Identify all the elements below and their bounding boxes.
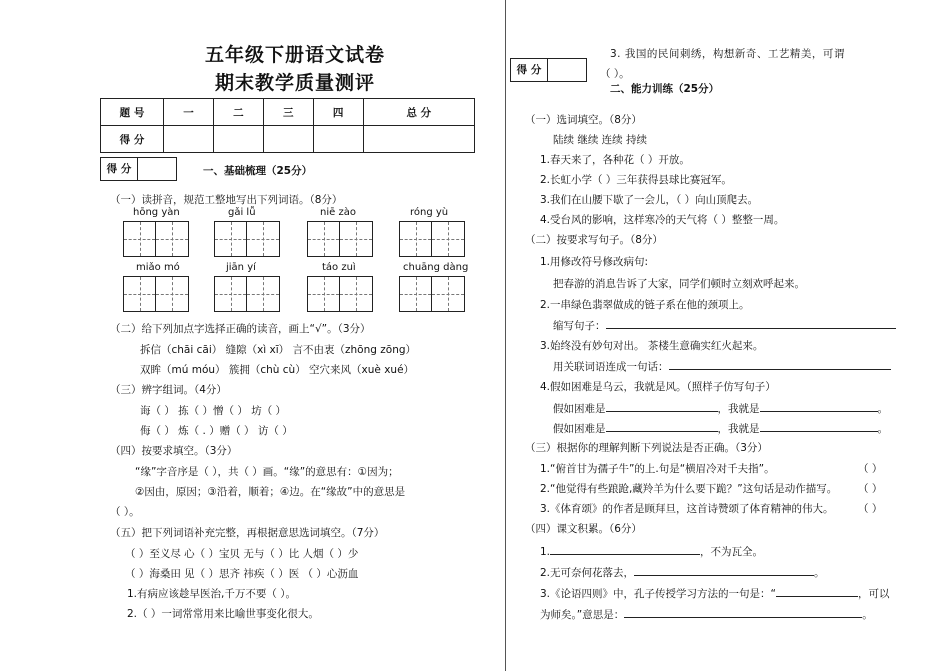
answer-line[interactable]: [606, 317, 896, 329]
q4-line: “缘”字音序是（ ），共（ ）画。“缘”的意思有：①因为；: [135, 466, 399, 478]
r2-item: [553, 420, 888, 436]
r4-item: [540, 564, 825, 580]
q3-line: 诲（ ） 拣（ ）憎（ ） 坊（ ）: [140, 405, 287, 417]
r3-item: 1.“俯首甘为孺子牛”的上.句是“横眉冷对千夫指”。: [540, 463, 775, 475]
r4-prompt: （四）课文积累。（6分）: [525, 523, 642, 535]
score-table-header: 二: [213, 99, 263, 126]
writing-grid[interactable]: [123, 221, 189, 257]
q4-prompt: （四）按要求填空。（3分）: [110, 445, 238, 457]
writing-grid[interactable]: [214, 221, 280, 257]
r4-item: [540, 585, 889, 601]
pinyin: niē zào: [320, 207, 356, 218]
r2-item: [553, 400, 888, 416]
answer-line[interactable]: [606, 420, 718, 432]
q2-prompt: （二）给下列加点字选择正确的读音，画上“√”。（3分）: [110, 323, 371, 335]
answer-line[interactable]: [776, 585, 858, 597]
r2-label: 假如困难是: [553, 403, 606, 415]
pinyin: miǎo mó: [136, 262, 180, 273]
section2-title: 二、能力训练（25分）: [610, 83, 720, 95]
writing-grid[interactable]: [399, 276, 465, 312]
r4-label: 。: [814, 567, 825, 579]
r2-item: 2.一串绿色翡翠做成的链子系在他的颈项上。: [540, 299, 750, 311]
q5-line: （ ）。: [600, 68, 630, 80]
score-table-header: 四: [313, 99, 363, 126]
score-table: [100, 98, 475, 153]
r2-item: 1.用修改符号修改病句:: [540, 256, 649, 268]
writing-grid[interactable]: [399, 221, 465, 257]
writing-grid[interactable]: [123, 276, 189, 312]
page-divider: [505, 0, 506, 671]
answer-line[interactable]: [760, 400, 878, 412]
writing-grid[interactable]: [307, 221, 373, 257]
r1-item: 2.长虹小学（ ）三年获得县球比赛冠军。: [540, 174, 732, 186]
q4-line: ②因由，原因；③沿着，顺着；④边。在“缘故”中的意思是: [135, 486, 406, 498]
q5-line: 1.有病应该趁早医治,千万不要（ ）。: [127, 588, 296, 600]
q5-line: 2.（ ）一词常常用来比喻世事变化很大。: [127, 608, 319, 620]
pinyin: hōng yàn: [133, 207, 180, 218]
r2-item: 3.始终没有妙句对出。 茶楼生意确实红火起来。: [540, 340, 764, 352]
q4-line: （ ）。: [110, 506, 140, 518]
score-cell[interactable]: [164, 126, 214, 153]
r4-label: 1.: [540, 546, 551, 558]
r4-label: ，不为瓦全。: [700, 546, 764, 558]
r2-item: 4.假如困难是乌云，我就是风。（照样子仿写句子）: [540, 381, 776, 393]
answer-line[interactable]: [624, 606, 862, 618]
writing-grid[interactable]: [214, 276, 280, 312]
score-box-input[interactable]: [138, 158, 176, 180]
r2-label: 用关联词语连成一句话：: [553, 361, 669, 373]
r4-item: [540, 606, 873, 622]
score-table-header: 总 分: [363, 99, 474, 126]
q1-prompt: （一）读拼音，规范工整地写出下列词语。（8分）: [110, 194, 343, 206]
q5-prompt: （五）把下列词语补充完整，再根据意思选词填空。（7分）: [110, 527, 385, 539]
q5-line: （ ）海桑田 见（ ）思齐 祎疾（ ）医 （ ）心沥血: [125, 568, 359, 580]
r2-label: ，我就是: [717, 403, 760, 415]
r3-item: 2.“他觉得有些踉跄,藏羚羊为什么要下跪？”这句话是动作描写。: [540, 483, 838, 495]
answer-line[interactable]: [760, 420, 878, 432]
q5-line: （ ）至义尽 心（ ）宝贝 无与（ ）比 人烟（ ）少: [125, 548, 359, 560]
section1-score-box: [100, 157, 177, 181]
r3-item: 3.《体育颂》的作者是顾拜旦，这首诗赞颂了体育精神的伟大。: [540, 503, 834, 515]
judge-paren[interactable]: （ ）: [858, 463, 883, 475]
score-box-label: 得 分: [101, 158, 138, 180]
score-cell[interactable]: [263, 126, 313, 153]
r4-label: 为师矣。”意思是：: [540, 609, 625, 621]
score-box-label: 得 分: [511, 59, 548, 81]
r3-prompt: （三）根据你的理解判断下列说法是否正确。（3分）: [525, 442, 768, 454]
r1-prompt: （一）选词填空。（8分）: [525, 114, 642, 126]
q2-line: 双眸（mú móu） 簇拥（chù cù） 空穴来风（xuè xué）: [140, 364, 415, 376]
r1-item: 3.我们在山腰下歇了一会儿，（ ）向山顶爬去。: [540, 194, 759, 206]
score-table-label: 得 分: [101, 126, 164, 153]
r4-label: 。: [862, 609, 873, 621]
pinyin: táo zuì: [322, 262, 356, 273]
judge-paren[interactable]: （ ）: [858, 483, 883, 495]
r1-item: 4.受台风的影响，这样寒冷的天气将（ ）整整一周。: [540, 214, 785, 226]
pinyin: gǎi lǚ: [228, 207, 256, 218]
score-cell[interactable]: [213, 126, 263, 153]
r4-item: [540, 543, 763, 559]
r4-label: 2.无可奈何花落去，: [540, 567, 635, 579]
answer-line[interactable]: [669, 358, 891, 370]
score-cell[interactable]: [313, 126, 363, 153]
score-table-header: 三: [263, 99, 313, 126]
q5-line: 3. 我国的民间刺绣，构想新奇、工艺精美，可谓: [610, 48, 845, 60]
score-table-header: 一: [164, 99, 214, 126]
section1-title: 一、基础梳理（25分）: [203, 165, 313, 177]
q3-prompt: （三）辨字组词。（4分）: [110, 384, 227, 396]
r4-label: ，可以: [857, 588, 890, 600]
r2-prompt: （二）按要求写句子。（8分）: [525, 234, 663, 246]
r2-item: [553, 317, 896, 333]
q2-line: 拆信（chāi cāi） 缝隙（xì xī） 言不由衷（zhōng zōng）: [140, 344, 417, 356]
r4-label: 3.《论语四则》中，孔子传授学习方法的一句是：“: [540, 588, 776, 600]
r2-label: 假如困难是: [553, 423, 606, 435]
answer-line[interactable]: [634, 564, 814, 576]
pinyin: róng yù: [410, 207, 449, 218]
writing-grid[interactable]: [307, 276, 373, 312]
score-cell[interactable]: [363, 126, 474, 153]
r2-label: 缩写句子：: [553, 320, 606, 332]
q3-line: 侮（ ） 炼（ . ）赠（ ） 访（ ）: [140, 425, 293, 437]
section2-score-box: [510, 58, 587, 82]
pinyin: chuāng dàng: [403, 262, 469, 273]
r2-item: [553, 358, 891, 374]
exam-subtitle: 期末教学质量测评: [215, 72, 376, 94]
score-table-header: 题 号: [101, 99, 164, 126]
judge-paren[interactable]: （ ）: [858, 503, 883, 515]
answer-line[interactable]: [550, 543, 700, 555]
r2-label: 。: [877, 423, 888, 435]
r1-word-bank: 陆续 继续 连续 持续: [553, 134, 648, 146]
score-box-input[interactable]: [548, 59, 586, 81]
r2-label: 。: [877, 403, 888, 415]
r2-label: ，我就是: [717, 423, 760, 435]
answer-line[interactable]: [606, 400, 718, 412]
r2-item: 把春游的消息告诉了大家，同学们顿时立刻欢呼起来。: [553, 278, 805, 290]
exam-title: 五年级下册语文试卷: [205, 44, 386, 66]
pinyin: jiān yí: [226, 262, 256, 273]
r1-item: 1.春天来了，各种花（ ）开放。: [540, 154, 690, 166]
